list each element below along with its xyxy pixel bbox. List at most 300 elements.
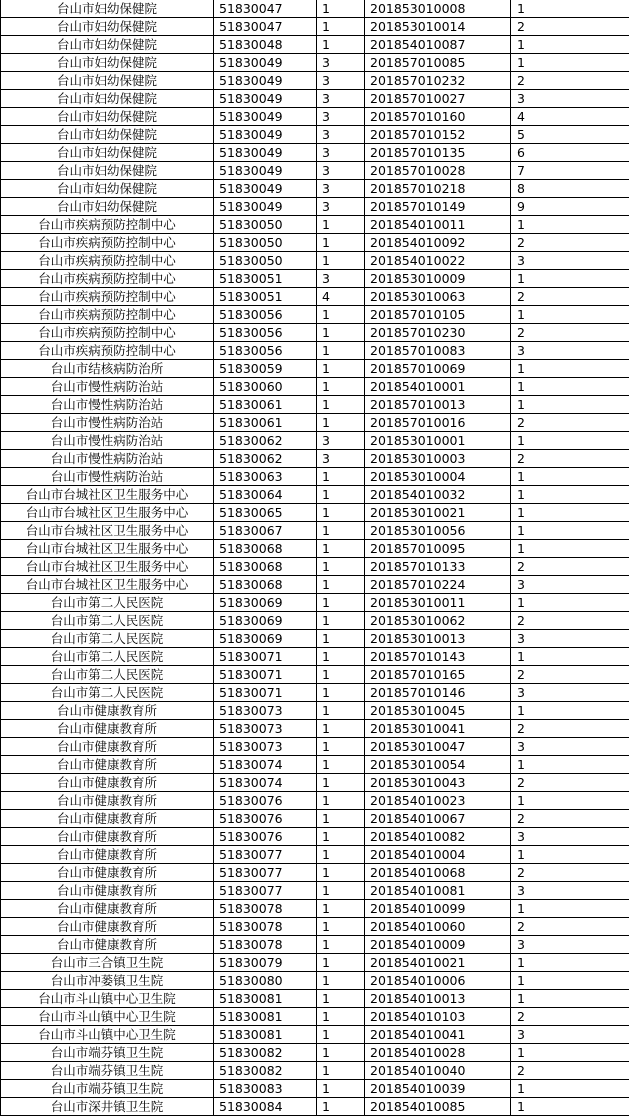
hire-count-cell: 1 <box>317 504 365 522</box>
hire-count-cell: 1 <box>317 918 365 936</box>
unit-name-cell: 台山市健康教育所 <box>1 720 214 738</box>
table-row <box>1 288 629 306</box>
position-code-cell: 51830049 <box>214 108 317 126</box>
rank-cell: 3 <box>511 252 629 270</box>
hire-count-cell: 1 <box>317 252 365 270</box>
rank-cell: 3 <box>511 936 629 954</box>
rank-cell: 1 <box>511 1080 629 1098</box>
unit-name-cell: 台山市台城社区卫生服务中心 <box>1 522 214 540</box>
position-code-cell: 51830074 <box>214 756 317 774</box>
position-code-cell: 51830049 <box>214 72 317 90</box>
table-row <box>1 720 629 738</box>
rank-cell: 5 <box>511 126 629 144</box>
position-code-cell: 51830079 <box>214 954 317 972</box>
table-row <box>1 702 629 720</box>
hire-count-cell: 1 <box>317 738 365 756</box>
hire-count-cell: 4 <box>317 288 365 306</box>
exam-id-cell: 201853010009 <box>365 270 511 288</box>
hire-count-cell: 1 <box>317 792 365 810</box>
position-code-cell: 51830050 <box>214 234 317 252</box>
rank-cell: 2 <box>511 1008 629 1026</box>
position-code-cell: 51830082 <box>214 1062 317 1080</box>
exam-id-cell: 201857010230 <box>365 324 511 342</box>
hire-count-cell: 3 <box>317 54 365 72</box>
exam-id-cell: 201854010028 <box>365 1044 511 1062</box>
position-code-cell: 51830078 <box>214 936 317 954</box>
position-code-cell: 51830076 <box>214 810 317 828</box>
rank-cell: 4 <box>511 108 629 126</box>
rank-cell: 1 <box>511 594 629 612</box>
position-code-cell: 51830059 <box>214 360 317 378</box>
rank-cell: 2 <box>511 810 629 828</box>
hire-count-cell: 1 <box>317 972 365 990</box>
exam-id-cell: 201857010146 <box>365 684 511 702</box>
position-code-cell: 51830065 <box>214 504 317 522</box>
hire-count-cell: 3 <box>317 144 365 162</box>
position-code-cell: 51830081 <box>214 990 317 1008</box>
rank-cell: 1 <box>511 396 629 414</box>
rank-cell: 1 <box>511 990 629 1008</box>
table-row <box>1 54 629 72</box>
position-code-cell: 51830056 <box>214 324 317 342</box>
position-code-cell: 51830078 <box>214 900 317 918</box>
hire-count-cell: 1 <box>317 774 365 792</box>
position-code-cell: 51830077 <box>214 864 317 882</box>
position-code-cell: 51830056 <box>214 306 317 324</box>
rank-cell: 3 <box>511 342 629 360</box>
unit-name-cell: 台山市第二人民医院 <box>1 630 214 648</box>
position-code-cell: 51830049 <box>214 54 317 72</box>
exam-id-cell: 201854010081 <box>365 882 511 900</box>
rank-cell: 1 <box>511 540 629 558</box>
exam-id-cell: 201854010009 <box>365 936 511 954</box>
unit-name-cell: 台山市端芬镇卫生院 <box>1 1080 214 1098</box>
unit-name-cell: 台山市台城社区卫生服务中心 <box>1 504 214 522</box>
rank-cell: 3 <box>511 1026 629 1044</box>
table-row <box>1 486 629 504</box>
exam-id-cell: 201857010083 <box>365 342 511 360</box>
exam-id-cell: 201857010160 <box>365 108 511 126</box>
unit-name-cell: 台山市健康教育所 <box>1 828 214 846</box>
unit-name-cell: 台山市妇幼保健院 <box>1 54 214 72</box>
exam-id-cell: 201854010082 <box>365 828 511 846</box>
exam-id-cell: 201857010152 <box>365 126 511 144</box>
hire-count-cell: 1 <box>317 720 365 738</box>
position-code-cell: 51830049 <box>214 198 317 216</box>
position-code-cell: 51830069 <box>214 612 317 630</box>
exam-id-cell: 201853010041 <box>365 720 511 738</box>
hire-count-cell: 3 <box>317 90 365 108</box>
exam-id-cell: 201853010013 <box>365 630 511 648</box>
rank-cell: 3 <box>511 738 629 756</box>
unit-name-cell: 台山市斗山镇中心卫生院 <box>1 1026 214 1044</box>
position-code-cell: 51830051 <box>214 270 317 288</box>
unit-name-cell: 台山市妇幼保健院 <box>1 126 214 144</box>
position-code-cell: 51830078 <box>214 918 317 936</box>
rank-cell: 2 <box>511 450 629 468</box>
unit-name-cell: 台山市疾病预防控制中心 <box>1 324 214 342</box>
rank-cell: 1 <box>511 756 629 774</box>
unit-name-cell: 台山市慢性病防治站 <box>1 432 214 450</box>
table-row <box>1 558 629 576</box>
hire-count-cell: 1 <box>317 846 365 864</box>
table-row <box>1 792 629 810</box>
exam-id-cell: 201857010143 <box>365 648 511 666</box>
unit-name-cell: 台山市妇幼保健院 <box>1 180 214 198</box>
position-code-cell: 51830050 <box>214 216 317 234</box>
hire-count-cell: 1 <box>317 1098 365 1116</box>
table-row <box>1 306 629 324</box>
position-code-cell: 51830081 <box>214 1008 317 1026</box>
rank-cell: 3 <box>511 576 629 594</box>
exam-id-cell: 201854010067 <box>365 810 511 828</box>
position-code-cell: 51830067 <box>214 522 317 540</box>
exam-id-cell: 201857010218 <box>365 180 511 198</box>
hire-count-cell: 3 <box>317 162 365 180</box>
hire-count-cell: 1 <box>317 360 365 378</box>
unit-name-cell: 台山市妇幼保健院 <box>1 90 214 108</box>
rank-cell: 3 <box>511 684 629 702</box>
table-row <box>1 468 629 486</box>
exam-id-cell: 201854010040 <box>365 1062 511 1080</box>
unit-name-cell: 台山市健康教育所 <box>1 882 214 900</box>
position-code-cell: 51830069 <box>214 594 317 612</box>
exam-id-cell: 201854010004 <box>365 846 511 864</box>
hire-count-cell: 1 <box>317 468 365 486</box>
rank-cell: 1 <box>511 972 629 990</box>
unit-name-cell: 台山市斗山镇中心卫生院 <box>1 1008 214 1026</box>
exam-id-cell: 201854010013 <box>365 990 511 1008</box>
table-row <box>1 630 629 648</box>
hire-count-cell: 1 <box>317 828 365 846</box>
hire-count-cell: 1 <box>317 414 365 432</box>
hire-count-cell: 3 <box>317 270 365 288</box>
table-row <box>1 1044 629 1062</box>
unit-name-cell: 台山市第二人民医院 <box>1 666 214 684</box>
hire-count-cell: 1 <box>317 756 365 774</box>
unit-name-cell: 台山市端芬镇卫生院 <box>1 1062 214 1080</box>
table-row <box>1 180 629 198</box>
unit-name-cell: 台山市结核病防治所 <box>1 360 214 378</box>
table-row <box>1 360 629 378</box>
hire-count-cell: 1 <box>317 684 365 702</box>
position-code-cell: 51830081 <box>214 1026 317 1044</box>
exam-id-cell: 201857010069 <box>365 360 511 378</box>
hire-count-cell: 1 <box>317 810 365 828</box>
hire-count-cell: 1 <box>317 612 365 630</box>
table-row <box>1 252 629 270</box>
exam-id-cell: 201854010085 <box>365 1098 511 1116</box>
position-code-cell: 51830074 <box>214 774 317 792</box>
hire-count-cell: 3 <box>317 72 365 90</box>
position-code-cell: 51830068 <box>214 576 317 594</box>
rank-cell: 2 <box>511 288 629 306</box>
table-row <box>1 504 629 522</box>
position-code-cell: 51830076 <box>214 792 317 810</box>
rank-cell: 8 <box>511 180 629 198</box>
exam-id-cell: 201853010014 <box>365 18 511 36</box>
table-row <box>1 594 629 612</box>
table-row <box>1 774 629 792</box>
rank-cell: 1 <box>511 360 629 378</box>
rank-cell: 1 <box>511 0 629 18</box>
hire-count-cell: 1 <box>317 936 365 954</box>
hire-count-cell: 1 <box>317 306 365 324</box>
results-table-body <box>1 0 629 1116</box>
hire-count-cell: 3 <box>317 108 365 126</box>
unit-name-cell: 台山市健康教育所 <box>1 810 214 828</box>
unit-name-cell: 台山市第二人民医院 <box>1 684 214 702</box>
table-row <box>1 1026 629 1044</box>
position-code-cell: 51830068 <box>214 558 317 576</box>
hire-count-cell: 1 <box>317 18 365 36</box>
exam-id-cell: 201857010105 <box>365 306 511 324</box>
hire-count-cell: 1 <box>317 378 365 396</box>
unit-name-cell: 台山市妇幼保健院 <box>1 198 214 216</box>
table-row <box>1 324 629 342</box>
rank-cell: 1 <box>511 504 629 522</box>
rank-cell: 1 <box>511 378 629 396</box>
unit-name-cell: 台山市慢性病防治站 <box>1 414 214 432</box>
exam-id-cell: 201853010043 <box>365 774 511 792</box>
unit-name-cell: 台山市妇幼保健院 <box>1 0 214 18</box>
exam-id-cell: 201853010047 <box>365 738 511 756</box>
table-row <box>1 756 629 774</box>
rank-cell: 2 <box>511 918 629 936</box>
hire-count-cell: 1 <box>317 1026 365 1044</box>
position-code-cell: 51830073 <box>214 738 317 756</box>
table-row <box>1 108 629 126</box>
rank-cell: 1 <box>511 306 629 324</box>
position-code-cell: 51830068 <box>214 540 317 558</box>
unit-name-cell: 台山市疾病预防控制中心 <box>1 252 214 270</box>
exam-id-cell: 201854010041 <box>365 1026 511 1044</box>
position-code-cell: 51830061 <box>214 414 317 432</box>
table-row <box>1 864 629 882</box>
hire-count-cell: 1 <box>317 648 365 666</box>
unit-name-cell: 台山市慢性病防治站 <box>1 396 214 414</box>
unit-name-cell: 台山市深井镇卫生院 <box>1 1098 214 1116</box>
exam-id-cell: 201854010092 <box>365 234 511 252</box>
table-row <box>1 432 629 450</box>
rank-cell: 2 <box>511 414 629 432</box>
rank-cell: 1 <box>511 468 629 486</box>
exam-id-cell: 201854010006 <box>365 972 511 990</box>
position-code-cell: 51830049 <box>214 90 317 108</box>
position-code-cell: 51830048 <box>214 36 317 54</box>
unit-name-cell: 台山市妇幼保健院 <box>1 18 214 36</box>
unit-name-cell: 台山市健康教育所 <box>1 900 214 918</box>
unit-name-cell: 台山市斗山镇中心卫生院 <box>1 990 214 1008</box>
unit-name-cell: 台山市慢性病防治站 <box>1 378 214 396</box>
hire-count-cell: 1 <box>317 594 365 612</box>
position-code-cell: 51830069 <box>214 630 317 648</box>
unit-name-cell: 台山市健康教育所 <box>1 774 214 792</box>
unit-name-cell: 台山市第二人民医院 <box>1 648 214 666</box>
exam-id-cell: 201854010021 <box>365 954 511 972</box>
exam-id-cell: 201857010085 <box>365 54 511 72</box>
rank-cell: 3 <box>511 630 629 648</box>
position-code-cell: 51830071 <box>214 684 317 702</box>
table-row <box>1 954 629 972</box>
table-row <box>1 522 629 540</box>
exam-id-cell: 201854010001 <box>365 378 511 396</box>
unit-name-cell: 台山市健康教育所 <box>1 918 214 936</box>
table-row <box>1 900 629 918</box>
hire-count-cell: 1 <box>317 630 365 648</box>
rank-cell: 1 <box>511 648 629 666</box>
position-code-cell: 51830077 <box>214 882 317 900</box>
table-row <box>1 882 629 900</box>
position-code-cell: 51830080 <box>214 972 317 990</box>
unit-name-cell: 台山市健康教育所 <box>1 738 214 756</box>
table-row <box>1 126 629 144</box>
table-row <box>1 972 629 990</box>
rank-cell: 1 <box>511 36 629 54</box>
table-row <box>1 612 629 630</box>
hire-count-cell: 1 <box>317 486 365 504</box>
exam-id-cell: 201853010021 <box>365 504 511 522</box>
rank-cell: 6 <box>511 144 629 162</box>
unit-name-cell: 台山市台城社区卫生服务中心 <box>1 558 214 576</box>
hire-count-cell: 1 <box>317 1044 365 1062</box>
table-row <box>1 576 629 594</box>
unit-name-cell: 台山市疾病预防控制中心 <box>1 342 214 360</box>
rank-cell: 3 <box>511 828 629 846</box>
position-code-cell: 51830063 <box>214 468 317 486</box>
position-code-cell: 51830084 <box>214 1098 317 1116</box>
rank-cell: 2 <box>511 234 629 252</box>
table-row <box>1 1062 629 1080</box>
hire-count-cell: 1 <box>317 1080 365 1098</box>
rank-cell: 3 <box>511 882 629 900</box>
rank-cell: 2 <box>511 1062 629 1080</box>
unit-name-cell: 台山市疾病预防控制中心 <box>1 306 214 324</box>
unit-name-cell: 台山市健康教育所 <box>1 756 214 774</box>
position-code-cell: 51830071 <box>214 666 317 684</box>
exam-id-cell: 201853010003 <box>365 450 511 468</box>
hire-count-cell: 1 <box>317 216 365 234</box>
table-row <box>1 342 629 360</box>
rank-cell: 1 <box>511 846 629 864</box>
unit-name-cell: 台山市健康教育所 <box>1 936 214 954</box>
table-row <box>1 936 629 954</box>
rank-cell: 1 <box>511 792 629 810</box>
unit-name-cell: 台山市健康教育所 <box>1 792 214 810</box>
position-code-cell: 51830061 <box>214 396 317 414</box>
exam-id-cell: 201857010165 <box>365 666 511 684</box>
table-row <box>1 666 629 684</box>
unit-name-cell: 台山市妇幼保健院 <box>1 162 214 180</box>
unit-name-cell: 台山市妇幼保健院 <box>1 36 214 54</box>
exam-id-cell: 201857010224 <box>365 576 511 594</box>
unit-name-cell: 台山市慢性病防治站 <box>1 468 214 486</box>
rank-cell: 2 <box>511 324 629 342</box>
table-row <box>1 1098 629 1116</box>
exam-id-cell: 201854010103 <box>365 1008 511 1026</box>
hire-count-cell: 1 <box>317 900 365 918</box>
unit-name-cell: 台山市端芬镇卫生院 <box>1 1044 214 1062</box>
hire-count-cell: 3 <box>317 450 365 468</box>
rank-cell: 2 <box>511 666 629 684</box>
exam-id-cell: 201854010039 <box>365 1080 511 1098</box>
position-code-cell: 51830076 <box>214 828 317 846</box>
table-row <box>1 918 629 936</box>
exam-id-cell: 201853010045 <box>365 702 511 720</box>
position-code-cell: 51830051 <box>214 288 317 306</box>
table-row <box>1 90 629 108</box>
exam-id-cell: 201857010232 <box>365 72 511 90</box>
exam-id-cell: 201853010008 <box>365 0 511 18</box>
table-row <box>1 828 629 846</box>
hire-count-cell: 1 <box>317 522 365 540</box>
hire-count-cell: 1 <box>317 324 365 342</box>
table-row <box>1 72 629 90</box>
unit-name-cell: 台山市疾病预防控制中心 <box>1 270 214 288</box>
exam-id-cell: 201853010054 <box>365 756 511 774</box>
hire-count-cell: 1 <box>317 234 365 252</box>
rank-cell: 1 <box>511 270 629 288</box>
position-code-cell: 51830060 <box>214 378 317 396</box>
table-row <box>1 540 629 558</box>
unit-name-cell: 台山市妇幼保健院 <box>1 108 214 126</box>
exam-id-cell: 201853010004 <box>365 468 511 486</box>
exam-id-cell: 201854010087 <box>365 36 511 54</box>
exam-id-cell: 201853010062 <box>365 612 511 630</box>
hire-count-cell: 1 <box>317 540 365 558</box>
unit-name-cell: 台山市妇幼保健院 <box>1 144 214 162</box>
exam-id-cell: 201854010023 <box>365 792 511 810</box>
exam-id-cell: 201854010060 <box>365 918 511 936</box>
exam-id-cell: 201857010133 <box>365 558 511 576</box>
hire-count-cell: 3 <box>317 180 365 198</box>
position-code-cell: 51830073 <box>214 702 317 720</box>
rank-cell: 2 <box>511 558 629 576</box>
position-code-cell: 51830056 <box>214 342 317 360</box>
position-code-cell: 51830047 <box>214 0 317 18</box>
unit-name-cell: 台山市健康教育所 <box>1 864 214 882</box>
table-row <box>1 1080 629 1098</box>
rank-cell: 1 <box>511 1098 629 1116</box>
exam-id-cell: 201857010149 <box>365 198 511 216</box>
hire-count-cell: 3 <box>317 198 365 216</box>
rank-cell: 3 <box>511 90 629 108</box>
rank-cell: 1 <box>511 1044 629 1062</box>
exam-id-cell: 201854010032 <box>365 486 511 504</box>
rank-cell: 2 <box>511 864 629 882</box>
unit-name-cell: 台山市健康教育所 <box>1 846 214 864</box>
hire-count-cell: 1 <box>317 558 365 576</box>
unit-name-cell: 台山市台城社区卫生服务中心 <box>1 576 214 594</box>
position-code-cell: 51830049 <box>214 144 317 162</box>
position-code-cell: 51830062 <box>214 432 317 450</box>
rank-cell: 1 <box>511 702 629 720</box>
table-row <box>1 684 629 702</box>
exam-id-cell: 201854010068 <box>365 864 511 882</box>
table-row <box>1 414 629 432</box>
rank-cell: 1 <box>511 900 629 918</box>
rank-cell: 1 <box>511 486 629 504</box>
hire-count-cell: 1 <box>317 1008 365 1026</box>
unit-name-cell: 台山市妇幼保健院 <box>1 72 214 90</box>
table-row <box>1 270 629 288</box>
position-code-cell: 51830082 <box>214 1044 317 1062</box>
table-row <box>1 18 629 36</box>
table-row <box>1 738 629 756</box>
exam-id-cell: 201857010028 <box>365 162 511 180</box>
hire-count-cell: 1 <box>317 396 365 414</box>
hire-count-cell: 1 <box>317 882 365 900</box>
